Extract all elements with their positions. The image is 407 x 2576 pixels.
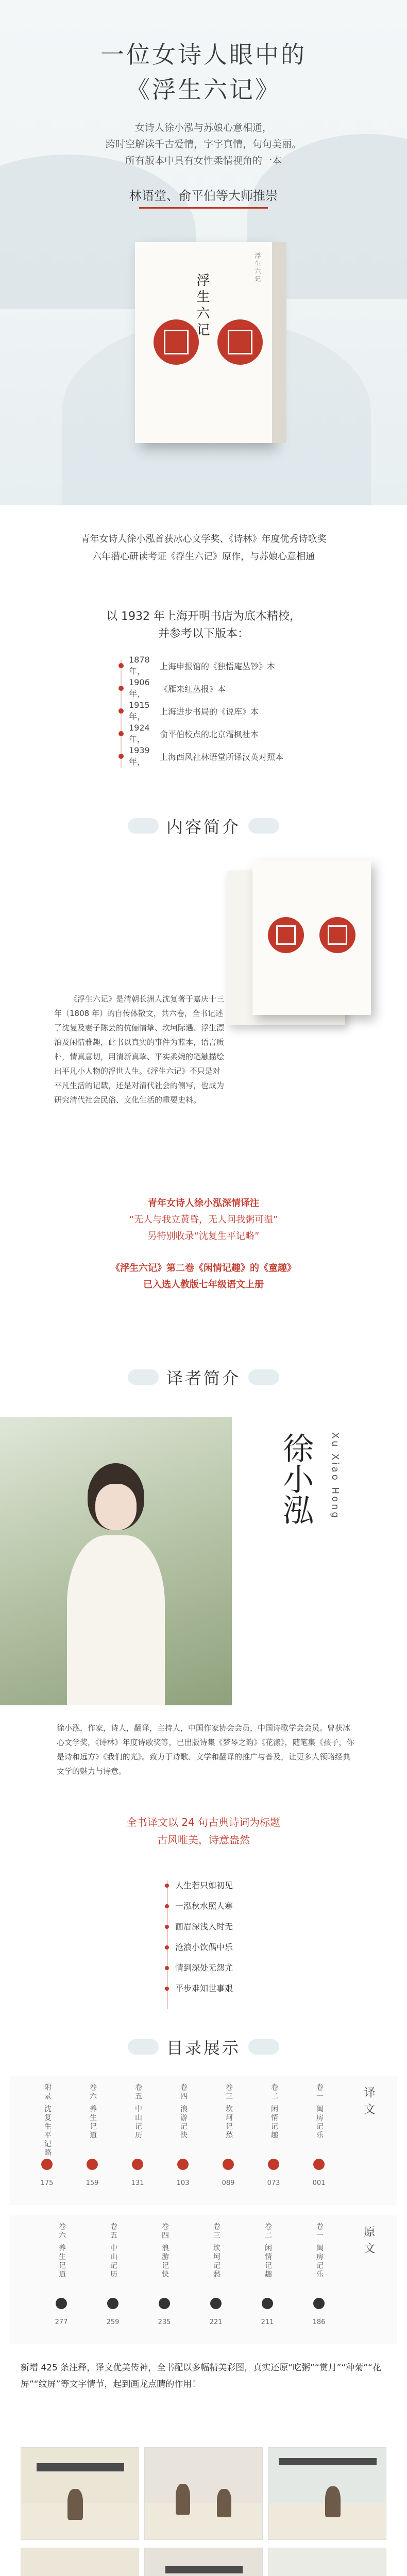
toc-translation-panel [10, 2076, 397, 2205]
history-text: 《雁来红丛报》本 [160, 684, 226, 694]
hero-title-line1: 一位女诗人眼中的 [100, 41, 307, 69]
history-text: 俞平伯校点的北京霜枫社本 [160, 729, 259, 739]
toc-page-number: 131 [131, 2179, 144, 2187]
intro-highlight-line: 青年女诗人徐小泓深情译注 [148, 1198, 259, 1209]
moon-icon [87, 2159, 98, 2170]
history-list [118, 654, 386, 768]
section-title: 内容简介 [166, 817, 241, 837]
cloud-ornament [248, 2039, 279, 2055]
poems-title-line: 全书译文以 24 句古典诗词为标题 [126, 1816, 281, 1828]
toc-entry: 卷六 养生记道 [58, 2223, 66, 2279]
moon-icon [313, 2298, 325, 2309]
hero-book-small-title: 浮生六记 [254, 252, 261, 283]
award-line: 青年女诗人徐小泓首获冰心文学奖、《诗林》年度优秀诗歌奖 [80, 534, 327, 545]
history-heading-line: 以 1932 年上海开明书店为底本精校， [106, 610, 301, 623]
cloud-ornament [128, 818, 159, 834]
moon-icon [41, 2159, 53, 2170]
intro-highlight-line: 已入选人教版七年级语文上册 [143, 1279, 264, 1290]
seal-ornament [319, 917, 355, 953]
poem-list [165, 1875, 319, 1999]
history-item [118, 700, 386, 722]
hero-subtitle-line: 所有版本中具有女性柔情视角的一本 [125, 155, 282, 166]
hero-book-cover [135, 242, 272, 443]
section-heading-translator [0, 1365, 407, 1389]
toc-entry: 卷二 闲情记趣 [270, 2083, 278, 2140]
section-heading-intro [0, 814, 407, 838]
toc-page-number: 175 [40, 2179, 54, 2187]
intro-highlight-line: 《浮生六记》第二卷《闲情记趣》的《童趣》 [111, 1263, 296, 1274]
poems-title [0, 1814, 407, 1849]
illustration [21, 2447, 139, 2540]
moon-icon [268, 2159, 279, 2170]
history-year: 1906 年， [129, 677, 150, 699]
toc-page-number: 159 [86, 2179, 99, 2187]
toc-page-number: 089 [222, 2179, 235, 2187]
history-item [118, 677, 386, 700]
toc-entry: 卷五 中山记历 [134, 2083, 142, 2140]
section-title: 目录展示 [166, 2038, 241, 2058]
poem-item: 画眉深浅入时无 [165, 1917, 319, 1937]
toc-entry: 卷二 闲情记趣 [264, 2223, 272, 2279]
history-heading [0, 608, 407, 643]
history-year: 1878 年， [129, 655, 150, 676]
bullet-dot [118, 663, 124, 668]
moon-icon [56, 2298, 67, 2309]
history-text: 上海进步书局的《说库》本 [160, 706, 259, 717]
poems-title-line: 古风唯美，诗意盎然 [157, 1834, 250, 1846]
history-text: 上海西风社林语堂所译汉英对照本 [160, 752, 284, 762]
moon-icon [313, 2159, 325, 2170]
poem-item: 一泓秋水照人寒 [165, 1896, 319, 1917]
moon-icon [132, 2159, 143, 2170]
intro-highlight [0, 1195, 407, 1293]
toc-entry: 卷一 闺房记乐 [315, 2223, 324, 2279]
toc-page-number: 277 [55, 2318, 68, 2326]
history-heading-line: 并参考以下版本： [158, 628, 249, 640]
translator-pinyin: Xu Xiao Hong [330, 1432, 341, 1520]
hero-book-spine [272, 242, 286, 443]
bullet-dot [118, 686, 124, 691]
illustration [144, 2447, 263, 2540]
seal-ornament [268, 917, 304, 953]
award-line: 六年潜心研读考证《浮生六记》原作，与苏娘心意相通 [92, 551, 315, 562]
intro-book-front [252, 860, 371, 1015]
seal-ornament [217, 319, 263, 365]
toc-page-number: 221 [209, 2318, 223, 2326]
toc-page-number: 103 [176, 2179, 190, 2187]
recommend-underline [139, 207, 268, 209]
awards-block [0, 531, 407, 566]
moon-icon [223, 2159, 234, 2170]
intro-highlight-line: “无人与我立黄昏，无人问我粥可温” [129, 1214, 278, 1225]
moon-icon [177, 2159, 189, 2170]
bullet-dot [118, 754, 124, 759]
moon-icon [107, 2298, 118, 2309]
hero-subtitle-line: 跨时空解读千古爱情，字字真情，句句美丽。 [105, 139, 301, 150]
intro-body: 《浮生六记》是清朝长洲人沈复著于嘉庆十三年（1808 年）的自传体散文，共六卷，全书记述了沈复及妻子陈芸的伉俪情挚、坎坷际遇、浮生漂泊及闲情雅趣，此书以真实的事件为蓝本，语言质朴，情真意切，用清新真挚、平实柔婉的笔触描绘出平凡小人物的浮世人生。《浮生六记》不只是对平凡生活的记载，还是对清代社会的侧写，也成为研究清代社会民俗、文化生活的重要史料。 [54, 994, 225, 1105]
toc-page-number: 259 [106, 2318, 120, 2326]
translator-bio: 徐小泓，作家，诗人，翻译，主持人，中国作家协会会员，中国诗歌学会会员。曾获冰心文学奖，《诗林》年度诗歌奖等，已出版诗集《梦琴之韵》《花漾》，随笔集《孩子，你是诗和远方》《我们的光》。致力于诗歌、文学和翻译的推广与普及，让更多人领略经典文学的魅力与诗意。 [57, 1723, 354, 1776]
seal-ornament [154, 319, 199, 365]
toc-page-number: 073 [267, 2179, 280, 2187]
hero-subtitle-line: 女诗人徐小泓与苏娘心意相通， [134, 122, 272, 133]
toc-page-number: 186 [312, 2318, 326, 2326]
moon-icon [159, 2298, 170, 2309]
moon-icon [262, 2298, 273, 2309]
section-title: 译者简介 [166, 1368, 241, 1388]
translator-photo [0, 1417, 232, 1705]
bullet-dot [118, 731, 124, 736]
cloud-ornament [128, 2039, 159, 2055]
toc-page-number: 211 [261, 2318, 274, 2326]
hero-subtitle [0, 120, 407, 169]
toc-entry: 卷四 浪游记快 [179, 2083, 188, 2140]
moon-icon [210, 2298, 222, 2309]
history-item [118, 722, 386, 745]
toc-entry: 卷三 坎坷记愁 [225, 2083, 233, 2140]
section-heading-toc [0, 2035, 407, 2059]
recommend-text: 林语堂、俞平伯等大师推崇 [129, 189, 278, 203]
illustration [21, 2548, 139, 2576]
cloud-ornament [248, 818, 279, 834]
toc-entry: 卷六 养生记道 [89, 2083, 97, 2140]
toc-entry: 卷五 中山记历 [109, 2223, 117, 2279]
toc-entry: 卷四 浪游记快 [161, 2223, 169, 2279]
hero-title-line2: 《浮生六记》 [126, 76, 281, 104]
toc-label: 原文 [362, 2226, 375, 2259]
toc-original-panel [10, 2215, 397, 2344]
toc-entry: 卷三 坎坷记愁 [212, 2223, 221, 2279]
history-item [118, 654, 386, 677]
translator-name: 徐小泓 [278, 1432, 314, 1525]
cloud-ornament [128, 1369, 159, 1385]
toc-entry: 附录 沈复生平记略 [43, 2083, 52, 2158]
poem-item: 平步难知世事艰 [165, 1978, 319, 1999]
history-year: 1924 年， [129, 723, 150, 744]
poem-item: 人生若只如初见 [165, 1875, 319, 1896]
illustration [268, 2447, 386, 2540]
poem-item: 情到深处无怨尤 [165, 1958, 319, 1978]
history-year: 1939 年， [129, 745, 150, 767]
history-item [118, 745, 386, 768]
toc-page-number: 235 [158, 2318, 171, 2326]
illustration [144, 2548, 263, 2576]
toc-label: 译文 [362, 2087, 375, 2120]
toc-page-number: 001 [312, 2179, 326, 2187]
history-text: 上海申报馆的《独悟庵丛钞》本 [160, 661, 276, 671]
cloud-ornament [248, 1369, 279, 1385]
hero-book-title: 浮生六记 [194, 273, 210, 339]
toc-entry: 卷一 闺房记乐 [315, 2083, 324, 2140]
poem-item: 沧浪小饮偶中乐 [165, 1937, 319, 1958]
intro-highlight-line: 另特别收录“沈复生平记略” [147, 1231, 260, 1242]
bullet-dot [118, 708, 124, 714]
history-year: 1915 年， [129, 700, 150, 721]
illustration [268, 2548, 386, 2576]
annotation-note: 新增 425 条注释，译文优美传神，全书配以多幅精美彩图，真实还原“吃粥”“赏月”“种菊”“花屏”“纹屏”等文字情节，起到画龙点睛的作用！ [21, 2363, 381, 2389]
